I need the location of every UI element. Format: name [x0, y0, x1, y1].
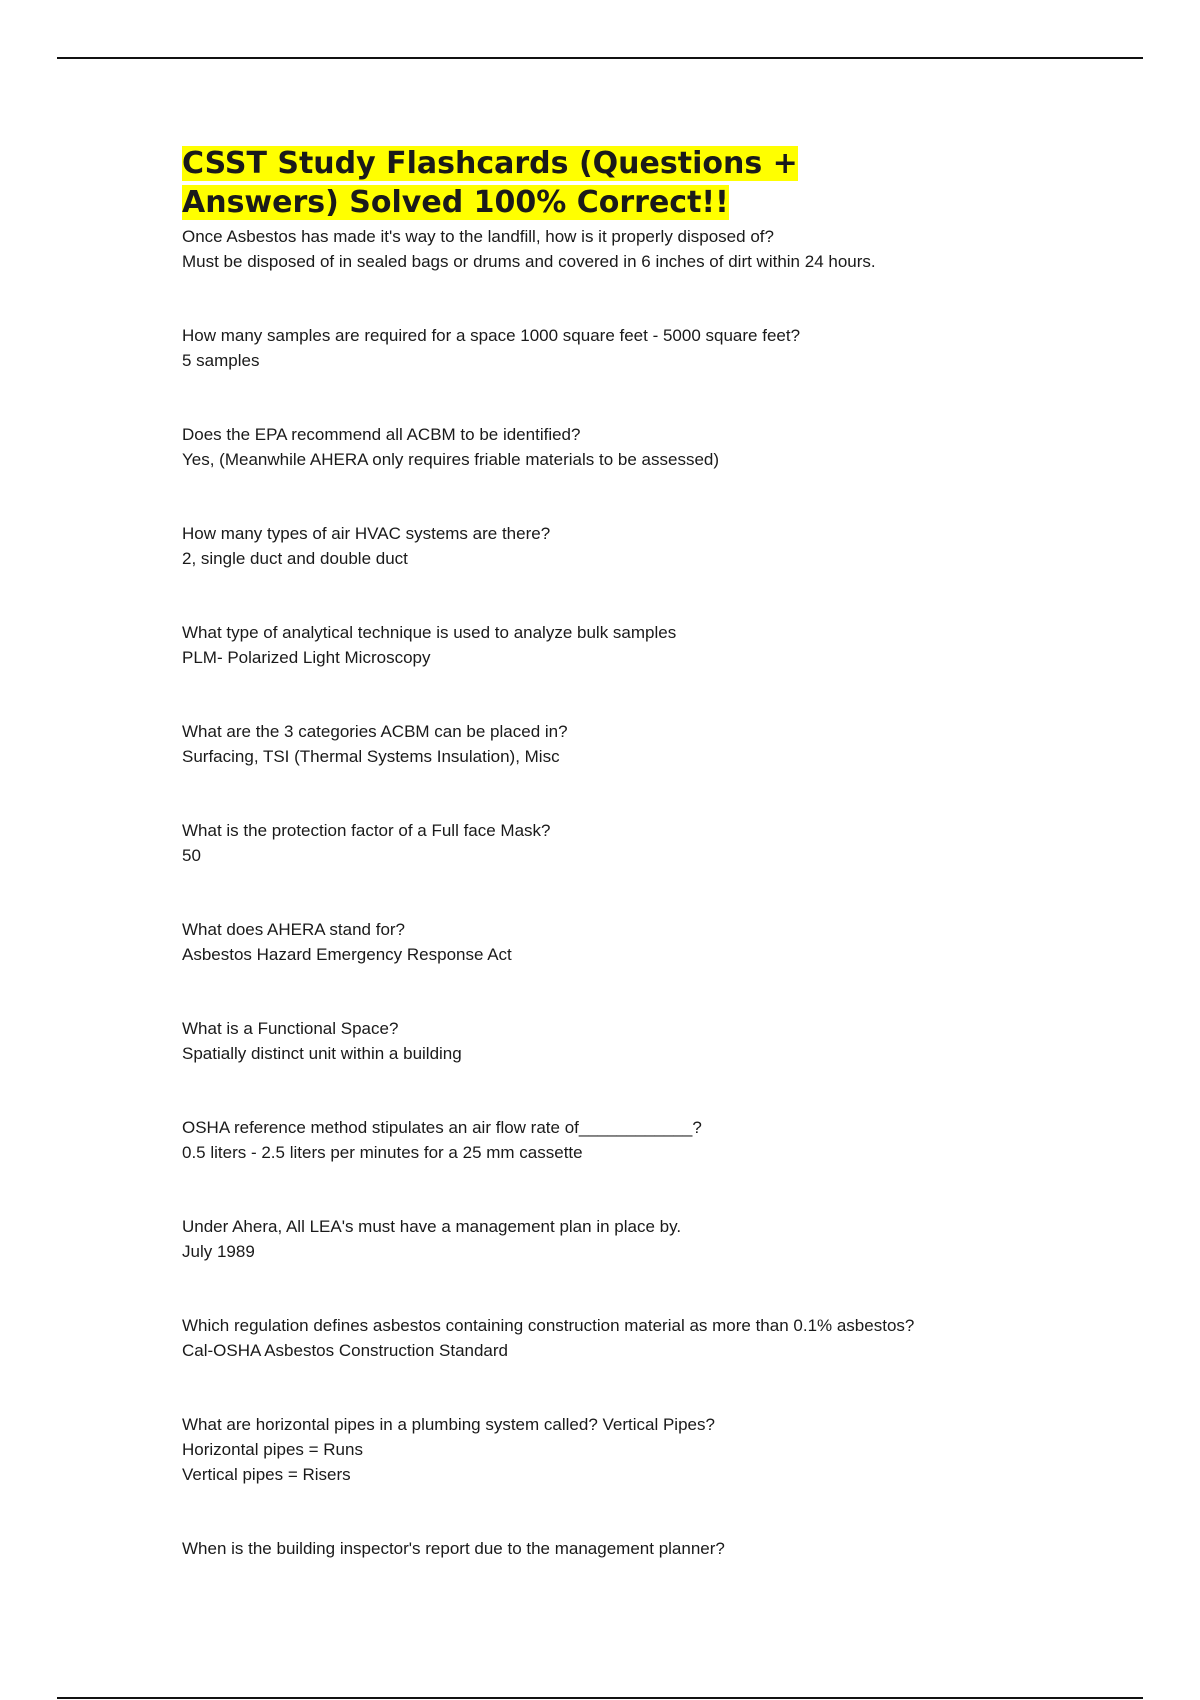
- question: What is the protection factor of a Full face Mask?: [182, 821, 551, 840]
- answer: Horizontal pipes = Runs: [182, 1440, 363, 1459]
- question: When is the building inspector's report due to the management planner?: [182, 1539, 725, 1558]
- question: Once Asbestos has made it's way to the landfill, how is it properly disposed of?: [182, 227, 774, 246]
- answer: 0.5 liters - 2.5 liters per minutes for a 25 mm cassette: [182, 1143, 583, 1162]
- question: Does the EPA recommend all ACBM to be identified?: [182, 425, 581, 444]
- question: What are the 3 categories ACBM can be placed in?: [182, 722, 568, 741]
- question: How many types of air HVAC systems are there?: [182, 524, 551, 543]
- flashcard: [182, 917, 1062, 967]
- answer: 2, single duct and double duct: [182, 549, 408, 568]
- document-body: [182, 144, 1062, 1561]
- answer: Vertical pipes = Risers: [182, 1465, 351, 1484]
- answer: 5 samples: [182, 351, 260, 370]
- flashcard: [182, 1313, 1062, 1363]
- answer: Cal-OSHA Asbestos Construction Standard: [182, 1341, 508, 1360]
- answer: Asbestos Hazard Emergency Response Act: [182, 945, 512, 964]
- answer: Surfacing, TSI (Thermal Systems Insulation), Misc: [182, 747, 560, 766]
- question: What are horizontal pipes in a plumbing system called? Vertical Pipes?: [182, 1415, 715, 1434]
- answer: July 1989: [182, 1242, 255, 1261]
- flashcard: [182, 224, 1062, 274]
- question: How many samples are required for a space 1000 square feet - 5000 square feet?: [182, 326, 801, 345]
- question: What does AHERA stand for?: [182, 920, 406, 939]
- flashcard: [182, 818, 1062, 868]
- question: Under Ahera, All LEA's must have a management plan in place by.: [182, 1217, 682, 1236]
- flashcard: [182, 422, 1062, 472]
- question: What is a Functional Space?: [182, 1019, 399, 1038]
- answer: Spatially distinct unit within a building: [182, 1044, 462, 1063]
- flashcard: [182, 521, 1062, 571]
- question: OSHA reference method stipulates an air flow rate of____________?: [182, 1118, 702, 1137]
- bottom-rule: [57, 1697, 1143, 1699]
- flashcard: [182, 620, 1062, 670]
- flashcard-list: [182, 224, 1062, 1561]
- title-line-1: CSST Study Flashcards (Questions +: [182, 146, 798, 181]
- flashcard: [182, 1016, 1062, 1066]
- flashcard: [182, 323, 1062, 373]
- flashcard: [182, 719, 1062, 769]
- flashcard: [182, 1115, 1062, 1165]
- answer: 50: [182, 846, 201, 865]
- top-rule: [57, 57, 1143, 59]
- title-line-2: Answers) Solved 100% Correct!!: [182, 185, 729, 220]
- answer: Yes, (Meanwhile AHERA only requires friable materials to be assessed): [182, 450, 720, 469]
- answer: PLM- Polarized Light Microscopy: [182, 648, 431, 667]
- flashcard: [182, 1214, 1062, 1264]
- question: Which regulation defines asbestos containing construction material as more than 0.1% asbestos?: [182, 1316, 915, 1335]
- answer: Must be disposed of in sealed bags or drums and covered in 6 inches of dirt within 24 hours.: [182, 252, 876, 271]
- document-title: [182, 144, 1062, 222]
- flashcard: [182, 1536, 1062, 1561]
- flashcard: [182, 1412, 1062, 1487]
- question: What type of analytical technique is used to analyze bulk samples: [182, 623, 677, 642]
